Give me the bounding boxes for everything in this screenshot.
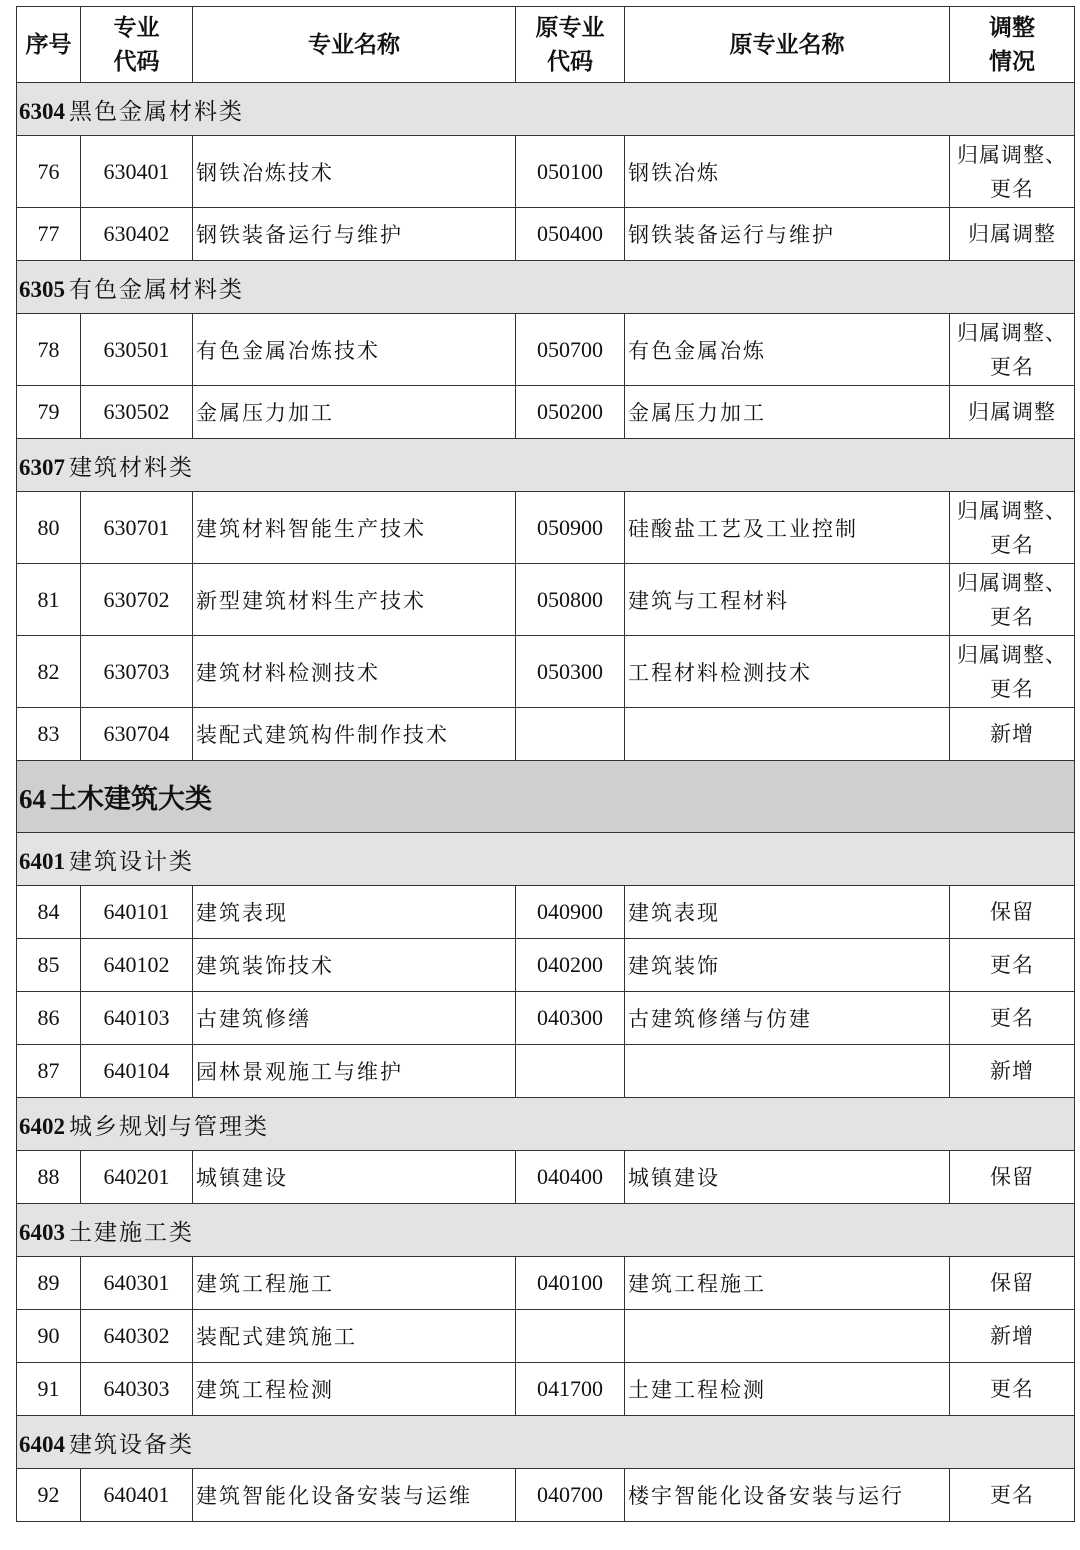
table-row bbox=[17, 1151, 1075, 1204]
code-cell: 640201 bbox=[81, 1151, 193, 1204]
name-cell: 建筑智能化设备安装与运维 bbox=[193, 1469, 516, 1522]
seq-cell: 89 bbox=[17, 1257, 81, 1310]
status-cell: 归属调整、 更名 bbox=[950, 314, 1075, 386]
status-cell: 归属调整、 更名 bbox=[950, 564, 1075, 636]
orig-name-cell bbox=[625, 1045, 950, 1098]
orig-code-cell bbox=[516, 708, 625, 761]
category-title: 有色金属材料类 bbox=[69, 276, 244, 303]
header-status: 调整 情况 bbox=[950, 7, 1075, 83]
category-code: 6304 bbox=[19, 98, 65, 124]
category-cell bbox=[17, 761, 1075, 833]
seq-cell: 87 bbox=[17, 1045, 81, 1098]
orig-code-cell: 050300 bbox=[516, 636, 625, 708]
code-cell: 640301 bbox=[81, 1257, 193, 1310]
orig-code-cell: 040200 bbox=[516, 939, 625, 992]
orig-name-cell: 金属压力加工 bbox=[625, 386, 950, 439]
category-title: 黑色金属材料类 bbox=[69, 98, 244, 125]
category-cell bbox=[17, 1416, 1075, 1469]
orig-code-cell: 050100 bbox=[516, 136, 625, 208]
table-row bbox=[17, 136, 1075, 208]
name-cell: 钢铁装备运行与维护 bbox=[193, 208, 516, 261]
status-cell: 新增 bbox=[950, 708, 1075, 761]
seq-cell: 81 bbox=[17, 564, 81, 636]
seq-cell: 90 bbox=[17, 1310, 81, 1363]
status-cell: 新增 bbox=[950, 1310, 1075, 1363]
header-orig-name: 原专业名称 bbox=[625, 7, 950, 83]
name-cell: 金属压力加工 bbox=[193, 386, 516, 439]
category-row bbox=[17, 833, 1075, 886]
table-row bbox=[17, 1363, 1075, 1416]
orig-name-cell: 工程材料检测技术 bbox=[625, 636, 950, 708]
table-row bbox=[17, 314, 1075, 386]
table-row bbox=[17, 1310, 1075, 1363]
code-cell: 640103 bbox=[81, 992, 193, 1045]
code-cell: 640104 bbox=[81, 1045, 193, 1098]
table-row bbox=[17, 1257, 1075, 1310]
seq-cell: 82 bbox=[17, 636, 81, 708]
code-cell: 630501 bbox=[81, 314, 193, 386]
table-row bbox=[17, 939, 1075, 992]
name-cell: 装配式建筑构件制作技术 bbox=[193, 708, 516, 761]
orig-name-cell: 古建筑修缮与仿建 bbox=[625, 992, 950, 1045]
category-title: 建筑设备类 bbox=[69, 1431, 194, 1458]
category-cell bbox=[17, 1098, 1075, 1151]
orig-name-cell: 建筑与工程材料 bbox=[625, 564, 950, 636]
orig-name-cell: 钢铁冶炼 bbox=[625, 136, 950, 208]
orig-name-cell bbox=[625, 708, 950, 761]
category-row bbox=[17, 1098, 1075, 1151]
category-code: 6307 bbox=[19, 454, 65, 480]
status-cell: 新增 bbox=[950, 1045, 1075, 1098]
code-cell: 640401 bbox=[81, 1469, 193, 1522]
category-row bbox=[17, 261, 1075, 314]
category-row bbox=[17, 1416, 1075, 1469]
name-cell: 建筑材料检测技术 bbox=[193, 636, 516, 708]
orig-name-cell: 土建工程检测 bbox=[625, 1363, 950, 1416]
category-cell bbox=[17, 1204, 1075, 1257]
seq-cell: 76 bbox=[17, 136, 81, 208]
status-cell: 保留 bbox=[950, 1151, 1075, 1204]
table-row bbox=[17, 992, 1075, 1045]
table-row bbox=[17, 886, 1075, 939]
seq-cell: 92 bbox=[17, 1469, 81, 1522]
name-cell: 有色金属冶炼技术 bbox=[193, 314, 516, 386]
header-orig-code: 原专业 代码 bbox=[516, 7, 625, 83]
orig-code-cell bbox=[516, 1310, 625, 1363]
orig-code-cell bbox=[516, 1045, 625, 1098]
orig-name-cell: 城镇建设 bbox=[625, 1151, 950, 1204]
table-row bbox=[17, 1045, 1075, 1098]
seq-cell: 84 bbox=[17, 886, 81, 939]
status-cell: 更名 bbox=[950, 1469, 1075, 1522]
category-cell bbox=[17, 83, 1075, 136]
orig-name-cell: 硅酸盐工艺及工业控制 bbox=[625, 492, 950, 564]
code-cell: 630701 bbox=[81, 492, 193, 564]
table-row bbox=[17, 208, 1075, 261]
name-cell: 建筑工程施工 bbox=[193, 1257, 516, 1310]
seq-cell: 77 bbox=[17, 208, 81, 261]
category-title: 城乡规划与管理类 bbox=[69, 1113, 269, 1140]
orig-code-cell: 040300 bbox=[516, 992, 625, 1045]
code-cell: 630702 bbox=[81, 564, 193, 636]
seq-cell: 80 bbox=[17, 492, 81, 564]
status-cell: 归属调整 bbox=[950, 386, 1075, 439]
seq-cell: 78 bbox=[17, 314, 81, 386]
name-cell: 建筑材料智能生产技术 bbox=[193, 492, 516, 564]
table-row bbox=[17, 564, 1075, 636]
category-code: 6401 bbox=[19, 848, 65, 874]
code-cell: 640303 bbox=[81, 1363, 193, 1416]
status-cell: 更名 bbox=[950, 992, 1075, 1045]
category-code: 6404 bbox=[19, 1431, 65, 1457]
orig-name-cell: 钢铁装备运行与维护 bbox=[625, 208, 950, 261]
table-row bbox=[17, 386, 1075, 439]
category-cell bbox=[17, 439, 1075, 492]
orig-name-cell: 有色金属冶炼 bbox=[625, 314, 950, 386]
name-cell: 城镇建设 bbox=[193, 1151, 516, 1204]
orig-code-cell: 050700 bbox=[516, 314, 625, 386]
seq-cell: 88 bbox=[17, 1151, 81, 1204]
status-cell: 归属调整、 更名 bbox=[950, 136, 1075, 208]
category-cell bbox=[17, 833, 1075, 886]
category-code: 6305 bbox=[19, 276, 65, 302]
seq-cell: 91 bbox=[17, 1363, 81, 1416]
orig-name-cell: 建筑工程施工 bbox=[625, 1257, 950, 1310]
orig-code-cell: 040400 bbox=[516, 1151, 625, 1204]
category-code: 6402 bbox=[19, 1113, 65, 1139]
name-cell: 园林景观施工与维护 bbox=[193, 1045, 516, 1098]
major-group-row bbox=[17, 761, 1075, 833]
code-cell: 640101 bbox=[81, 886, 193, 939]
category-row bbox=[17, 439, 1075, 492]
major-adjustment-table-container bbox=[16, 6, 1075, 1522]
orig-code-cell: 050200 bbox=[516, 386, 625, 439]
name-cell: 建筑装饰技术 bbox=[193, 939, 516, 992]
seq-cell: 85 bbox=[17, 939, 81, 992]
name-cell: 装配式建筑施工 bbox=[193, 1310, 516, 1363]
table-row bbox=[17, 492, 1075, 564]
code-cell: 630704 bbox=[81, 708, 193, 761]
code-cell: 630502 bbox=[81, 386, 193, 439]
category-cell bbox=[17, 261, 1075, 314]
table-header-row bbox=[17, 7, 1075, 83]
code-cell: 630402 bbox=[81, 208, 193, 261]
code-cell: 630703 bbox=[81, 636, 193, 708]
name-cell: 建筑表现 bbox=[193, 886, 516, 939]
name-cell: 古建筑修缮 bbox=[193, 992, 516, 1045]
code-cell: 640102 bbox=[81, 939, 193, 992]
orig-name-cell: 建筑表现 bbox=[625, 886, 950, 939]
orig-code-cell: 040700 bbox=[516, 1469, 625, 1522]
seq-cell: 83 bbox=[17, 708, 81, 761]
category-title: 建筑材料类 bbox=[69, 454, 194, 481]
category-row bbox=[17, 83, 1075, 136]
orig-name-cell bbox=[625, 1310, 950, 1363]
category-row bbox=[17, 1204, 1075, 1257]
header-seq: 序号 bbox=[17, 7, 81, 83]
orig-code-cell: 040100 bbox=[516, 1257, 625, 1310]
status-cell: 归属调整、 更名 bbox=[950, 636, 1075, 708]
code-cell: 640302 bbox=[81, 1310, 193, 1363]
name-cell: 新型建筑材料生产技术 bbox=[193, 564, 516, 636]
status-cell: 归属调整 bbox=[950, 208, 1075, 261]
seq-cell: 79 bbox=[17, 386, 81, 439]
name-cell: 钢铁冶炼技术 bbox=[193, 136, 516, 208]
orig-name-cell: 楼宇智能化设备安装与运行 bbox=[625, 1469, 950, 1522]
orig-code-cell: 040900 bbox=[516, 886, 625, 939]
header-name: 专业名称 bbox=[193, 7, 516, 83]
header-code: 专业 代码 bbox=[81, 7, 193, 83]
seq-cell: 86 bbox=[17, 992, 81, 1045]
table-body bbox=[17, 83, 1075, 1522]
orig-code-cell: 050800 bbox=[516, 564, 625, 636]
orig-code-cell: 050400 bbox=[516, 208, 625, 261]
name-cell: 建筑工程检测 bbox=[193, 1363, 516, 1416]
category-code: 64 bbox=[19, 784, 46, 814]
table-row bbox=[17, 636, 1075, 708]
category-title: 土建施工类 bbox=[69, 1219, 194, 1246]
orig-code-cell: 041700 bbox=[516, 1363, 625, 1416]
orig-name-cell: 建筑装饰 bbox=[625, 939, 950, 992]
status-cell: 保留 bbox=[950, 1257, 1075, 1310]
category-title: 建筑设计类 bbox=[69, 848, 194, 875]
status-cell: 更名 bbox=[950, 1363, 1075, 1416]
status-cell: 归属调整、 更名 bbox=[950, 492, 1075, 564]
status-cell: 更名 bbox=[950, 939, 1075, 992]
category-title: 土木建筑大类 bbox=[50, 784, 212, 815]
code-cell: 630401 bbox=[81, 136, 193, 208]
major-adjustment-table bbox=[16, 6, 1075, 1522]
table-row bbox=[17, 1469, 1075, 1522]
status-cell: 保留 bbox=[950, 886, 1075, 939]
category-code: 6403 bbox=[19, 1219, 65, 1245]
table-row bbox=[17, 708, 1075, 761]
orig-code-cell: 050900 bbox=[516, 492, 625, 564]
